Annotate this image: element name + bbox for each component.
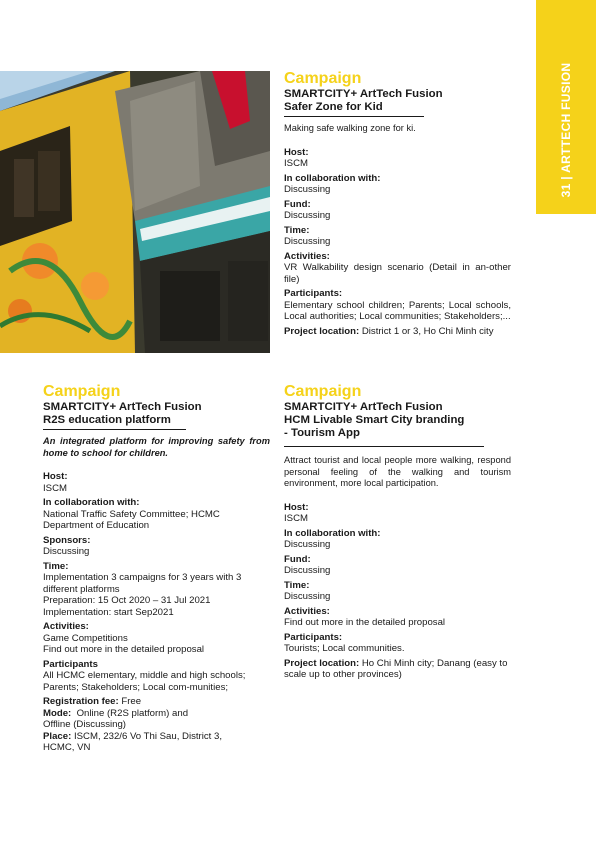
fund-value: Discussing: [284, 210, 331, 221]
place-value: ISCM, 232/6 Vo Thi Sau, District 3, HCMC, VN: [43, 730, 223, 753]
campaign-subtitle: HCM Livable Smart City branding: [284, 414, 465, 426]
title-underline: [284, 446, 484, 447]
mode-line: [43, 708, 270, 720]
participants-value: Tourists; Local communities.: [284, 643, 405, 654]
place-line: [43, 731, 253, 754]
location-line: [284, 326, 511, 338]
activities-label: Activities:: [284, 605, 330, 617]
host-label: Host:: [284, 146, 309, 158]
location-value: Ho Chi Minh city; Danang (easy to scale up to other provinces): [284, 657, 508, 680]
section-tourism-app: [284, 383, 511, 681]
campaign-heading: Campaign: [43, 383, 121, 400]
participants-value: Elementary school children; Parents; Local schools, Local authorities; Local communities; Stakeholders;...: [284, 299, 511, 322]
campaign-description: Attract tourist and local people more walking, respond personal feeling of the walking and tourism environment, more local participation.: [284, 455, 511, 488]
activities-value: Find out more in the detailed proposal: [284, 617, 446, 628]
campaign-description: Making safe walking zone for ki.: [284, 123, 416, 133]
mode-value-2: Offline (Discussing): [43, 719, 126, 730]
activities-value: VR Walkability design scenario (Detail in an-other file): [284, 262, 511, 285]
campaign-title: SMARTCITY+ ArtTech Fusion: [284, 401, 443, 413]
location-label: Project location:: [284, 657, 360, 669]
fund-label: Fund:: [284, 553, 311, 565]
side-tab-label: 31 | ARTTECH FUSION: [559, 62, 573, 198]
collab-value: Discussing: [284, 184, 331, 195]
activities-value-1: Game Competitions: [43, 632, 128, 644]
time-label: Time:: [284, 224, 310, 236]
place-label: Place:: [43, 730, 72, 742]
location-label: Project location:: [284, 325, 360, 337]
location-line: [284, 658, 511, 681]
time-value-3: Implementation: start Sep2021: [43, 606, 174, 618]
campaign-heading: Campaign: [284, 70, 362, 87]
host-value: ISCM: [43, 482, 67, 494]
collab-value: Discussing: [284, 539, 331, 550]
fee-line: [43, 696, 270, 708]
time-value-2: Preparation: 15 Oct 2020 – 31 Jul 2021: [43, 595, 211, 606]
fund-label: Fund:: [284, 198, 311, 210]
section-safer-zone: [284, 70, 511, 337]
time-label: Time:: [284, 579, 310, 591]
campaign-title: SMARTCITY+ ArtTech Fusion: [43, 401, 202, 413]
collab-label: In collaboration with:: [284, 527, 381, 539]
campaign-heading: Campaign: [284, 383, 362, 400]
campaign-subtitle: Safer Zone for Kid: [284, 101, 383, 113]
collab-label: In collaboration with:: [43, 497, 140, 508]
sponsors-label: Sponsors:: [43, 534, 91, 546]
campaign-subtitle-2: - Tourism App: [284, 427, 360, 439]
campaign-description: An integrated platform for improving safety from home to school for children.: [43, 436, 270, 458]
activities-label: Activities:: [43, 621, 89, 632]
host-value: ISCM: [284, 513, 308, 524]
activities-value-2: Find out more in the detailed proposal: [43, 644, 205, 655]
fee-value: Free: [121, 696, 142, 707]
participants-value: All HCMC elementary, middle and high schools; Parents; Stakeholders; Local com-munities;: [43, 670, 246, 693]
title-underline: [284, 116, 424, 117]
collab-label: In collaboration with:: [284, 172, 381, 184]
host-label: Host:: [43, 471, 68, 482]
participants-label: Participants: [43, 658, 98, 670]
time-value-1: Implementation 3 campaigns for 3 years with 3 different platforms: [43, 572, 242, 595]
activities-label: Activities:: [284, 250, 330, 262]
location-value: District 1 or 3, Ho Chi Minh city: [361, 325, 494, 337]
participants-label: Participants:: [284, 288, 343, 299]
participants-label: Participants:: [284, 631, 343, 643]
collab-value: National Traffic Safety Committee; HCMC Department of Education: [43, 508, 220, 531]
mode-value-1: Online (R2S platform) and: [76, 707, 189, 719]
campaign-subtitle: R2S education platform: [43, 414, 171, 426]
sponsors-value: Discussing: [43, 546, 90, 557]
host-value: ISCM: [284, 158, 308, 169]
mode-label: Mode:: [43, 707, 72, 719]
host-label: Host:: [284, 501, 309, 513]
time-value: Discussing: [284, 236, 331, 247]
campaign-title: SMARTCITY+ ArtTech Fusion: [284, 88, 443, 100]
title-underline: [43, 429, 186, 430]
fee-label: Registration fee:: [43, 696, 119, 707]
section-r2s: [43, 383, 270, 754]
time-value: Discussing: [284, 591, 331, 602]
time-label: Time:: [43, 560, 69, 572]
fund-value: Discussing: [284, 565, 331, 576]
street-mural-photo: [0, 71, 270, 353]
